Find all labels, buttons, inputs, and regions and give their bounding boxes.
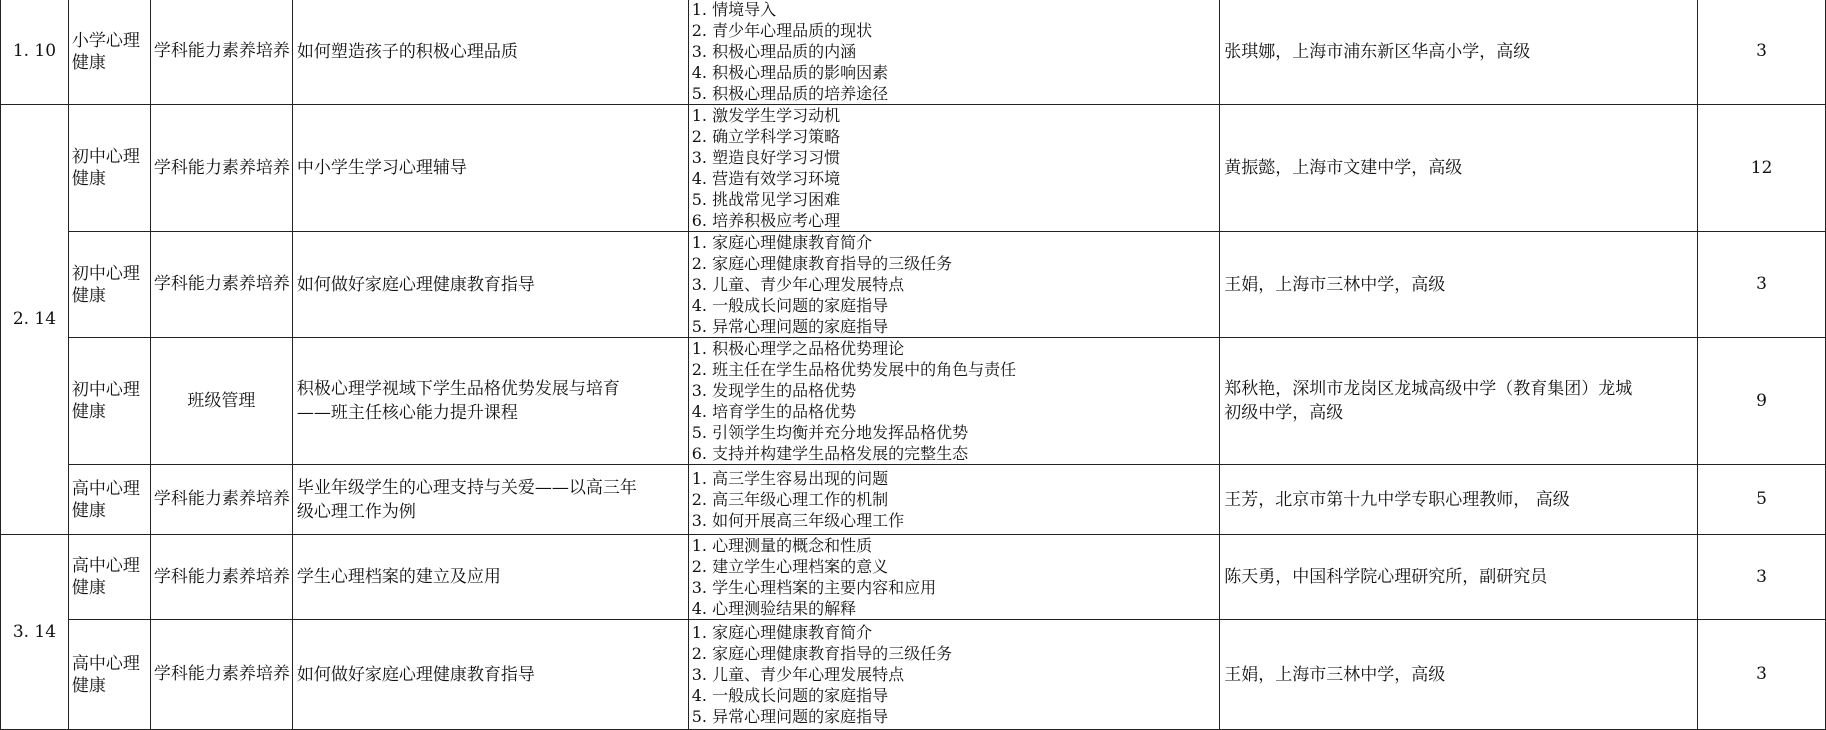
title-line: ——班主任核心能力提升课程 bbox=[296, 403, 518, 423]
date-cell: 1. 10 bbox=[1, 0, 69, 105]
content-line: 4. 营造有效学习环境 bbox=[691, 169, 841, 188]
title-cell bbox=[292, 465, 688, 535]
teacher-cell bbox=[1220, 105, 1698, 232]
subject-cell bbox=[68, 620, 150, 730]
content-line: 3. 发现学生的品格优势 bbox=[691, 381, 857, 400]
title-line: 学生心理档案的建立及应用 bbox=[296, 567, 501, 587]
hours-cell: 3 bbox=[1698, 0, 1826, 105]
title-cell bbox=[292, 620, 688, 730]
content-line: 3. 儿童、青少年心理发展特点 bbox=[691, 665, 905, 684]
content-line: 5. 积极心理品质的培养途径 bbox=[691, 84, 889, 103]
hours-cell: 3 bbox=[1698, 232, 1826, 338]
category-cell: 学科能力素养培养 bbox=[150, 465, 292, 535]
content-line: 4. 一般成长问题的家庭指导 bbox=[691, 686, 889, 705]
content-line: 5. 异常心理问题的家庭指导 bbox=[691, 317, 889, 336]
teacher-cell bbox=[1220, 535, 1698, 620]
content-line: 3. 积极心理品质的内涵 bbox=[691, 42, 857, 61]
content-line: 6. 支持并构建学生品格发展的完整生态 bbox=[691, 444, 969, 463]
subject-line: 健康 bbox=[71, 169, 106, 189]
content-line: 5. 引领学生均衡并充分地发挥品格优势 bbox=[691, 423, 969, 442]
subject-line: 初中心理 bbox=[71, 380, 140, 400]
table-row bbox=[1, 465, 1826, 535]
title-cell bbox=[292, 0, 688, 105]
title-cell bbox=[292, 232, 688, 338]
teacher-line: 黄振懿，上海市文建中学，高级 bbox=[1224, 158, 1463, 178]
subject-line: 健康 bbox=[71, 402, 106, 422]
hours-cell: 12 bbox=[1698, 105, 1826, 232]
title-cell bbox=[292, 105, 688, 232]
content-line: 2. 家庭心理健康教育指导的三级任务 bbox=[691, 254, 953, 273]
content-line: 1. 高三学生容易出现的问题 bbox=[691, 469, 889, 488]
content-line: 6. 培养积极应考心理 bbox=[691, 211, 841, 230]
subject-line: 初中心理 bbox=[71, 147, 140, 167]
date-cell: 2. 14 bbox=[1, 105, 69, 535]
subject-line: 小学心理 bbox=[71, 30, 140, 51]
subject-line: 健康 bbox=[71, 675, 106, 696]
title-cell bbox=[292, 535, 688, 620]
subject-line: 高中心理 bbox=[71, 556, 140, 576]
hours-cell: 3 bbox=[1698, 620, 1826, 730]
content-line: 3. 学生心理档案的主要内容和应用 bbox=[691, 578, 937, 597]
table-row bbox=[1, 0, 1826, 105]
content-line: 5. 异常心理问题的家庭指导 bbox=[691, 707, 889, 726]
subject-cell bbox=[68, 105, 150, 232]
teacher-cell bbox=[1220, 620, 1698, 730]
title-line: 级心理工作为例 bbox=[296, 501, 416, 522]
teacher-cell bbox=[1220, 232, 1698, 338]
title-line: 积极心理学视域下学生品格优势发展与培育 bbox=[296, 379, 620, 399]
subject-line: 健康 bbox=[71, 52, 106, 73]
category-cell: 班级管理 bbox=[150, 338, 292, 465]
subject-line: 健康 bbox=[71, 500, 106, 521]
content-line: 4. 积极心理品质的影响因素 bbox=[691, 63, 889, 82]
title-line: 如何做好家庭心理健康教育指导 bbox=[296, 274, 535, 295]
content-line: 2. 确立学科学习策略 bbox=[691, 127, 841, 146]
content-line: 2. 家庭心理健康教育指导的三级任务 bbox=[691, 644, 953, 663]
subject-cell bbox=[68, 465, 150, 535]
teacher-line: 郑秋艳，深圳市龙岗区龙城高级中学（教育集团）龙城 bbox=[1224, 379, 1633, 399]
teacher-line: 王娟，上海市三林中学，高级 bbox=[1224, 274, 1446, 295]
teacher-cell bbox=[1220, 0, 1698, 105]
content-line: 1. 家庭心理健康教育简介 bbox=[691, 623, 873, 642]
content-cell bbox=[688, 338, 1220, 465]
content-line: 4. 心理测验结果的解释 bbox=[691, 599, 857, 618]
table-row bbox=[1, 105, 1826, 232]
subject-line: 健康 bbox=[71, 285, 106, 306]
subject-line: 健康 bbox=[71, 578, 106, 598]
content-cell bbox=[688, 620, 1220, 730]
content-line: 3. 如何开展高三年级心理工作 bbox=[691, 511, 905, 530]
table-row bbox=[1, 535, 1826, 620]
content-line: 1. 积极心理学之品格优势理论 bbox=[691, 339, 905, 358]
content-cell bbox=[688, 465, 1220, 535]
category-cell: 学科能力素养培养 bbox=[150, 535, 292, 620]
subject-cell bbox=[68, 232, 150, 338]
content-line: 2. 建立学生心理档案的意义 bbox=[691, 557, 889, 576]
teacher-line: 陈天勇，中国科学院心理研究所，副研究员 bbox=[1224, 567, 1548, 587]
content-line: 1. 心理测量的概念和性质 bbox=[691, 536, 873, 555]
teacher-cell bbox=[1220, 465, 1698, 535]
teacher-line: 王娟，上海市三林中学，高级 bbox=[1224, 664, 1446, 685]
table-row bbox=[1, 338, 1826, 465]
subject-cell bbox=[68, 338, 150, 465]
content-line: 3. 儿童、青少年心理发展特点 bbox=[691, 275, 905, 294]
category-cell: 学科能力素养培养 bbox=[150, 105, 292, 232]
table-row bbox=[1, 620, 1826, 730]
content-line: 1. 情境导入 bbox=[691, 0, 777, 19]
content-cell bbox=[688, 0, 1220, 105]
teacher-line: 王芳，北京市第十九中学专职心理教师， 高级 bbox=[1224, 489, 1570, 510]
date-cell: 3. 14 bbox=[1, 535, 69, 730]
content-cell bbox=[688, 232, 1220, 338]
content-line: 1. 家庭心理健康教育简介 bbox=[691, 233, 873, 252]
title-line: 中小学生学习心理辅导 bbox=[296, 158, 467, 178]
category-cell: 学科能力素养培养 bbox=[150, 620, 292, 730]
content-cell bbox=[688, 105, 1220, 232]
content-line: 1. 激发学生学习动机 bbox=[691, 106, 841, 125]
content-cell bbox=[688, 535, 1220, 620]
subject-cell bbox=[68, 0, 150, 105]
title-line: 如何塑造孩子的积极心理品质 bbox=[296, 41, 518, 62]
content-line: 2. 班主任在学生品格优势发展中的角色与责任 bbox=[691, 360, 1017, 379]
hours-cell: 5 bbox=[1698, 465, 1826, 535]
table-row bbox=[1, 232, 1826, 338]
content-line: 4. 一般成长问题的家庭指导 bbox=[691, 296, 889, 315]
subject-line: 高中心理 bbox=[71, 478, 140, 499]
content-line: 2. 青少年心理品质的现状 bbox=[691, 21, 873, 40]
title-line: 如何做好家庭心理健康教育指导 bbox=[296, 664, 535, 685]
content-line: 3. 塑造良好学习习惯 bbox=[691, 148, 841, 167]
teacher-line: 张琪娜，上海市浦东新区华高小学，高级 bbox=[1224, 41, 1531, 62]
title-cell bbox=[292, 338, 688, 465]
teacher-cell bbox=[1220, 338, 1698, 465]
teacher-line: 初级中学，高级 bbox=[1224, 403, 1344, 423]
title-line: 毕业年级学生的心理支持与关爱——以高三年 bbox=[296, 477, 637, 498]
subject-line: 初中心理 bbox=[71, 263, 140, 284]
hours-cell: 3 bbox=[1698, 535, 1826, 620]
category-cell: 学科能力素养培养 bbox=[150, 0, 292, 105]
hours-cell: 9 bbox=[1698, 338, 1826, 465]
category-cell: 学科能力素养培养 bbox=[150, 232, 292, 338]
subject-cell bbox=[68, 535, 150, 620]
content-line: 5. 挑战常见学习困难 bbox=[691, 190, 841, 209]
content-line: 2. 高三年级心理工作的机制 bbox=[691, 490, 889, 509]
content-line: 4. 培育学生的品格优势 bbox=[691, 402, 857, 421]
subject-line: 高中心理 bbox=[71, 653, 140, 674]
